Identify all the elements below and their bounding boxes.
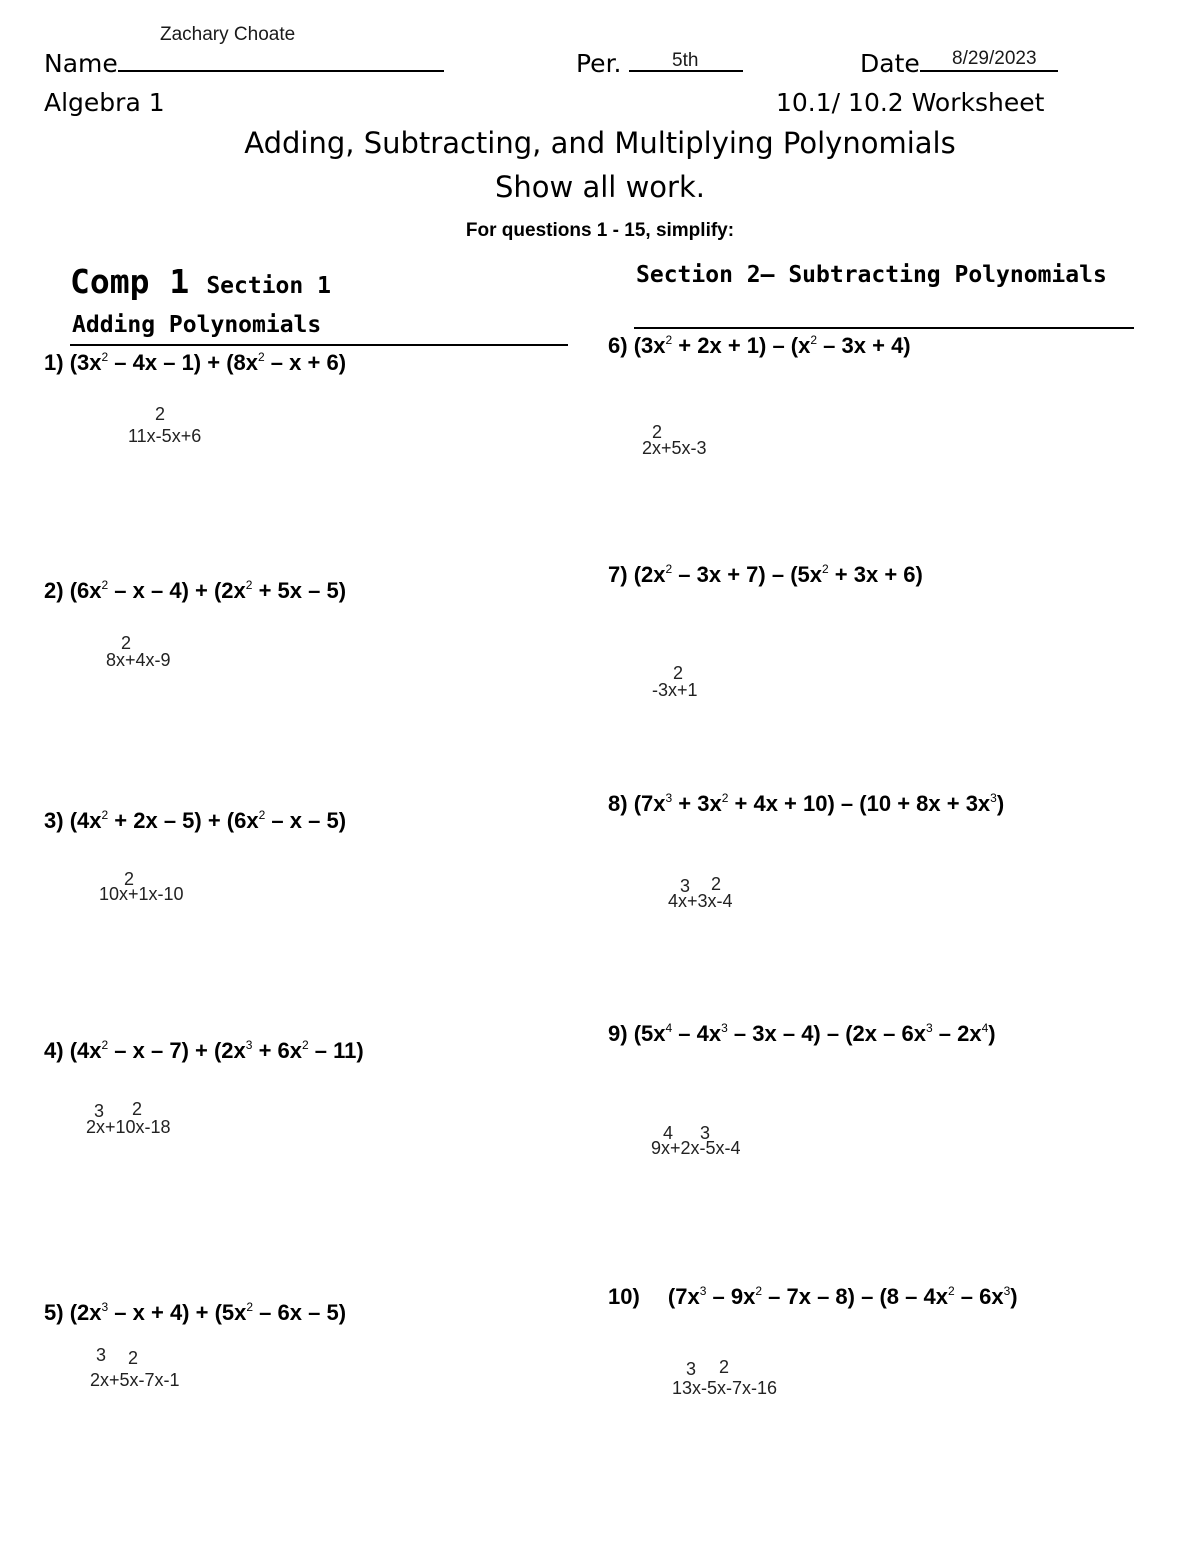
exponent: 2 [101,808,109,822]
exponent: 2 [721,791,729,805]
period-label: Per. [576,49,622,78]
question-7 [608,562,923,588]
expression-text: – 3x – 4) – (2x – 6x [727,1021,926,1046]
exponent: 3 [925,1021,933,1035]
question-number: 1) [44,350,70,375]
exponent: 4 [981,1021,989,1035]
answer-exponent: 2 [719,1357,730,1377]
question-number: 8) [608,791,634,816]
section1-title [70,262,331,301]
question-1 [44,350,346,376]
section2-rule [634,327,1134,329]
expression-text: (5x [633,1021,666,1046]
question-number: 7) [608,562,634,587]
expression-text: – x + 4) + (5x [108,1300,247,1325]
expression-text: + 3x [672,791,722,816]
question-5 [44,1300,346,1326]
date-label: Date [860,49,920,78]
expression-text: – 2x [932,1021,982,1046]
expression-text: (2x [633,562,666,587]
exponent: 3 [721,1021,728,1035]
exponent: 2 [101,1038,109,1052]
expression-text: – 6x – 5) [253,1300,347,1325]
answer-exponent: 2 [673,663,684,683]
answer-exponent: 2 [711,874,722,894]
expression-text: + 3x + 6) [828,562,923,587]
answer-exponent: 2 [652,422,663,442]
answer-9: 9x+2x-5x-4 [651,1138,741,1158]
question-10 [608,1284,1018,1310]
expression-text: – 3x + 4) [817,333,911,358]
answer-1: 11x-5x+6 [128,426,202,446]
exponent: 2 [101,350,109,364]
question-number: 6) [608,333,634,358]
exponent: 2 [810,333,818,347]
exponent: 3 [990,791,997,805]
answer-exponent: 2 [124,869,135,889]
answer-exponent: 2 [121,633,132,653]
expression-text: – x – 5) [265,808,347,833]
worksheet-title: Adding, Subtracting, and Multiplying Polynomials [244,126,956,160]
period-value: 5th [672,50,699,71]
expression-text: + 2x + 1) – (x [672,333,811,358]
expression-text: ) [1010,1284,1018,1309]
exponent: 2 [246,1300,254,1314]
answer-4: 2x+10x-18 [86,1117,171,1137]
date-value: 8/29/2023 [952,48,1037,69]
exponent: 2 [101,578,109,592]
expression-text: (7x [667,1284,700,1309]
exponent: 2 [665,562,673,576]
exponent: 3 [245,1038,253,1052]
section1-rule [70,344,568,346]
expression-text: – 3x + 7) – (5x [672,562,822,587]
name-label: Name [44,49,118,78]
exponent: 2 [947,1284,955,1298]
expression-text: (7x [633,791,666,816]
student-name: Zachary Choate [160,24,296,45]
answer-2: 8x+4x-9 [106,650,171,670]
worksheet-id: 10.1/ 10.2 Worksheet [776,88,1045,117]
question-2 [44,578,346,604]
exponent: 2 [258,350,265,364]
answer-exponent: 3 [680,876,691,896]
expression-text: ) [988,1021,996,1046]
expression-text: – 9x [706,1284,756,1309]
expression-text: – x – 4) + (2x [108,578,246,603]
answer-exponent: 3 [94,1101,105,1121]
question-8 [608,791,1004,817]
exponent: 4 [665,1021,673,1035]
name-blank [118,48,444,72]
expression-text: (4x [69,808,102,833]
expression-text: ) [996,791,1005,816]
answer-exponent: 3 [96,1345,107,1365]
expression-text: + 4x + 10) – (10 + 8x + 3x [728,791,991,816]
section1-label: Section 1 [206,273,331,299]
name-field [44,48,444,78]
expression-text: (3x [69,350,102,375]
question-number: 3) [44,808,70,833]
expression-text: – 4x – 1) + (8x [108,350,258,375]
comp-label: Comp 1 [70,262,190,301]
expression-text: (6x [69,578,102,603]
exponent: 3 [665,791,673,805]
question-4 [44,1038,364,1064]
section1-heading: Adding Polynomials [72,312,322,338]
answer-7: -3x+1 [652,680,698,700]
expression-text: – 7x – 8) – (8 – 4x [762,1284,948,1309]
expression-text: (4x [69,1038,102,1063]
answer-exponent: 2 [155,404,166,424]
expression-text: (2x [69,1300,102,1325]
answer-10: 13x-5x-7x-16 [672,1378,778,1398]
expression-text: – x + 6) [264,350,347,375]
period-field [576,48,743,78]
answer-6: 2x+5x-3 [642,438,707,458]
answer-3: 10x+1x-10 [99,884,184,904]
expression-text: – x – 7) + (2x [108,1038,246,1063]
expression-text: (3x [633,333,666,358]
question-number: 2) [44,578,70,603]
exponent: 2 [245,578,253,592]
exponent: 2 [302,1038,309,1052]
instructions: For questions 1 - 15, simplify: [465,220,735,241]
expression-text: + 5x – 5) [252,578,347,603]
question-3 [44,808,346,834]
exponent: 3 [1003,1284,1011,1298]
course-name: Algebra 1 [44,88,165,117]
answer-exponent: 3 [686,1359,697,1379]
expression-text: – 11) [308,1038,364,1063]
exponent: 2 [258,808,266,822]
answer-exponent: 3 [700,1123,711,1143]
expression-text: – 6x [954,1284,1004,1309]
expression-text: + 2x – 5) + (6x [108,808,259,833]
answer-exponent: 4 [663,1123,674,1143]
expression-text: – 4x [672,1021,722,1046]
question-9 [608,1021,996,1047]
answer-5: 2x+5x-7x-1 [90,1370,180,1390]
exponent: 2 [665,333,673,347]
section2-heading: Section 2— Subtracting Polynomials [636,262,1107,288]
question-number: 4) [44,1038,70,1063]
question-6 [608,333,911,359]
question-number: 9) [608,1021,634,1046]
answer-exponent: 2 [132,1099,143,1119]
question-number: 5) [44,1300,70,1325]
answer-exponent: 2 [128,1348,139,1368]
worksheet-subtitle: Show all work. [495,170,705,204]
answer-8: 4x+3x-4 [668,891,733,911]
question-number: 10) [608,1284,646,1309]
exponent: 2 [755,1284,763,1298]
exponent: 3 [101,1300,109,1314]
exponent: 3 [699,1284,707,1298]
expression-text: + 6x [252,1038,302,1063]
exponent: 2 [822,562,829,576]
